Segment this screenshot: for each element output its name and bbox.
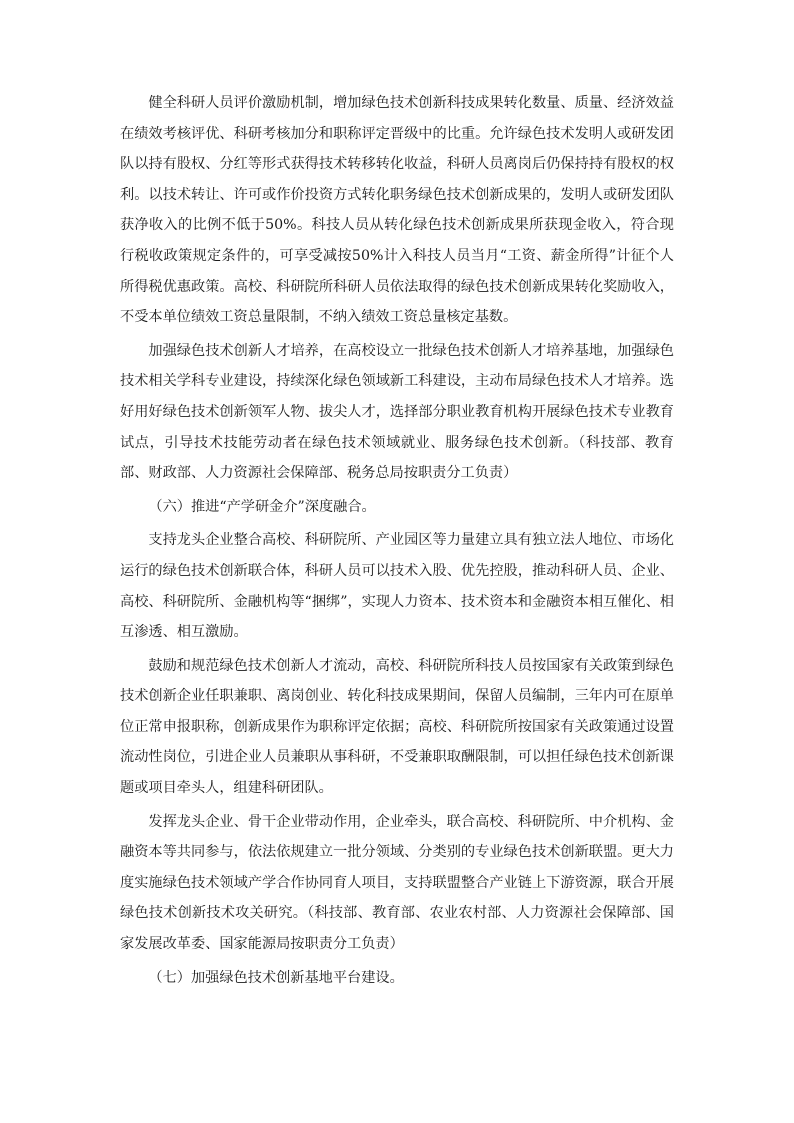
paragraph-innovation-consortium: 支持龙头企业整合高校、科研院所、产业园区等力量建立具有独立法人地位、市场化运行的绿色技术创新联合体，科研人员可以技术入股、优先控股，推动科研人员、企业、高校、科研院所、金融机构等“捆绑”，实现人力资本、技术资本和金融资本相互催化、相互渗透、相互激励。	[120, 532, 674, 641]
section-heading-6: （六）推进“产学研金介”深度融合。	[148, 498, 376, 515]
paragraph-talent-training: 加强绿色技术创新人才培养，在高校设立一批绿色技术创新人才培养基地，加强绿色技术相关学科专业建设，持续深化绿色领域新工科建设，主动布局绿色技术人才培养。选好用好绿色技术创新领军人物、拔尖人才，选择部分职业教育机构开展绿色技术专业教育试点，引导技术技能劳动者在绿色技术领域就业、服务绿色技术创新。（科技部、教育部、财政部、人力资源社会保障部、税务总局按职责分工负责）	[120, 342, 674, 482]
paragraph-researcher-incentives: 健全科研人员评价激励机制，增加绿色技术创新科技成果转化数量、质量、经济效益在绩效考核评优、科研考核加分和职称评定晋级中的比重。允许绿色技术发明人或研发团队以持有股权、分红等形式获得技术转移转化收益，科研人员离岗后仍保持持有股权的权利。以技术转让、许可或作价投资方式转化职务绿色技术创新成果的，发明人或研发团队获净收入的比例不低于50%。科技人员从转化绿色技术创新成果所获现金收入，符合现行税收政策规定条件的，可享受减按50%计入科技人员当月“工资、薪金所得”计征个人所得税优惠政策。高校、科研院所科研人员依法取得的绿色技术创新成果转化奖励收入，不受本单位绩效工资总量限制，不纳入绩效工资总量核定基数。	[120, 95, 674, 326]
document-page	[120, 88, 674, 996]
paragraph-innovation-alliance: 发挥龙头企业、骨干企业带动作用，企业牵头，联合高校、科研院所、中介机构、金融资本等共同参与，依法依规建立一批分领域、分类别的专业绿色技术创新联盟。更大力度实施绿色技术领域产学合作协同育人项目，支持联盟整合产业链上下游资源，联合开展绿色技术创新技术攻关研究。（科技部、教育部、农业农村部、人力资源社会保障部、国家发展改革委、国家能源局按职责分工负责）	[120, 813, 674, 953]
paragraph-talent-mobility: 鼓励和规范绿色技术创新人才流动，高校、科研院所科技人员按国家有关政策到绿色技术创新企业任职兼职、离岗创业、转化科技成果期间，保留人员编制，三年内可在原单位正常申报职称，创新成果作为职称评定依据；高校、科研院所按国家有关政策通过设置流动性岗位，引进企业人员兼职从事科研，不受兼职取酬限制，可以担任绿色技术创新课题或项目牵头人，组建科研团队。	[120, 657, 674, 797]
section-heading-7: （七）加强绿色技术创新基地平台建设。	[148, 969, 404, 986]
